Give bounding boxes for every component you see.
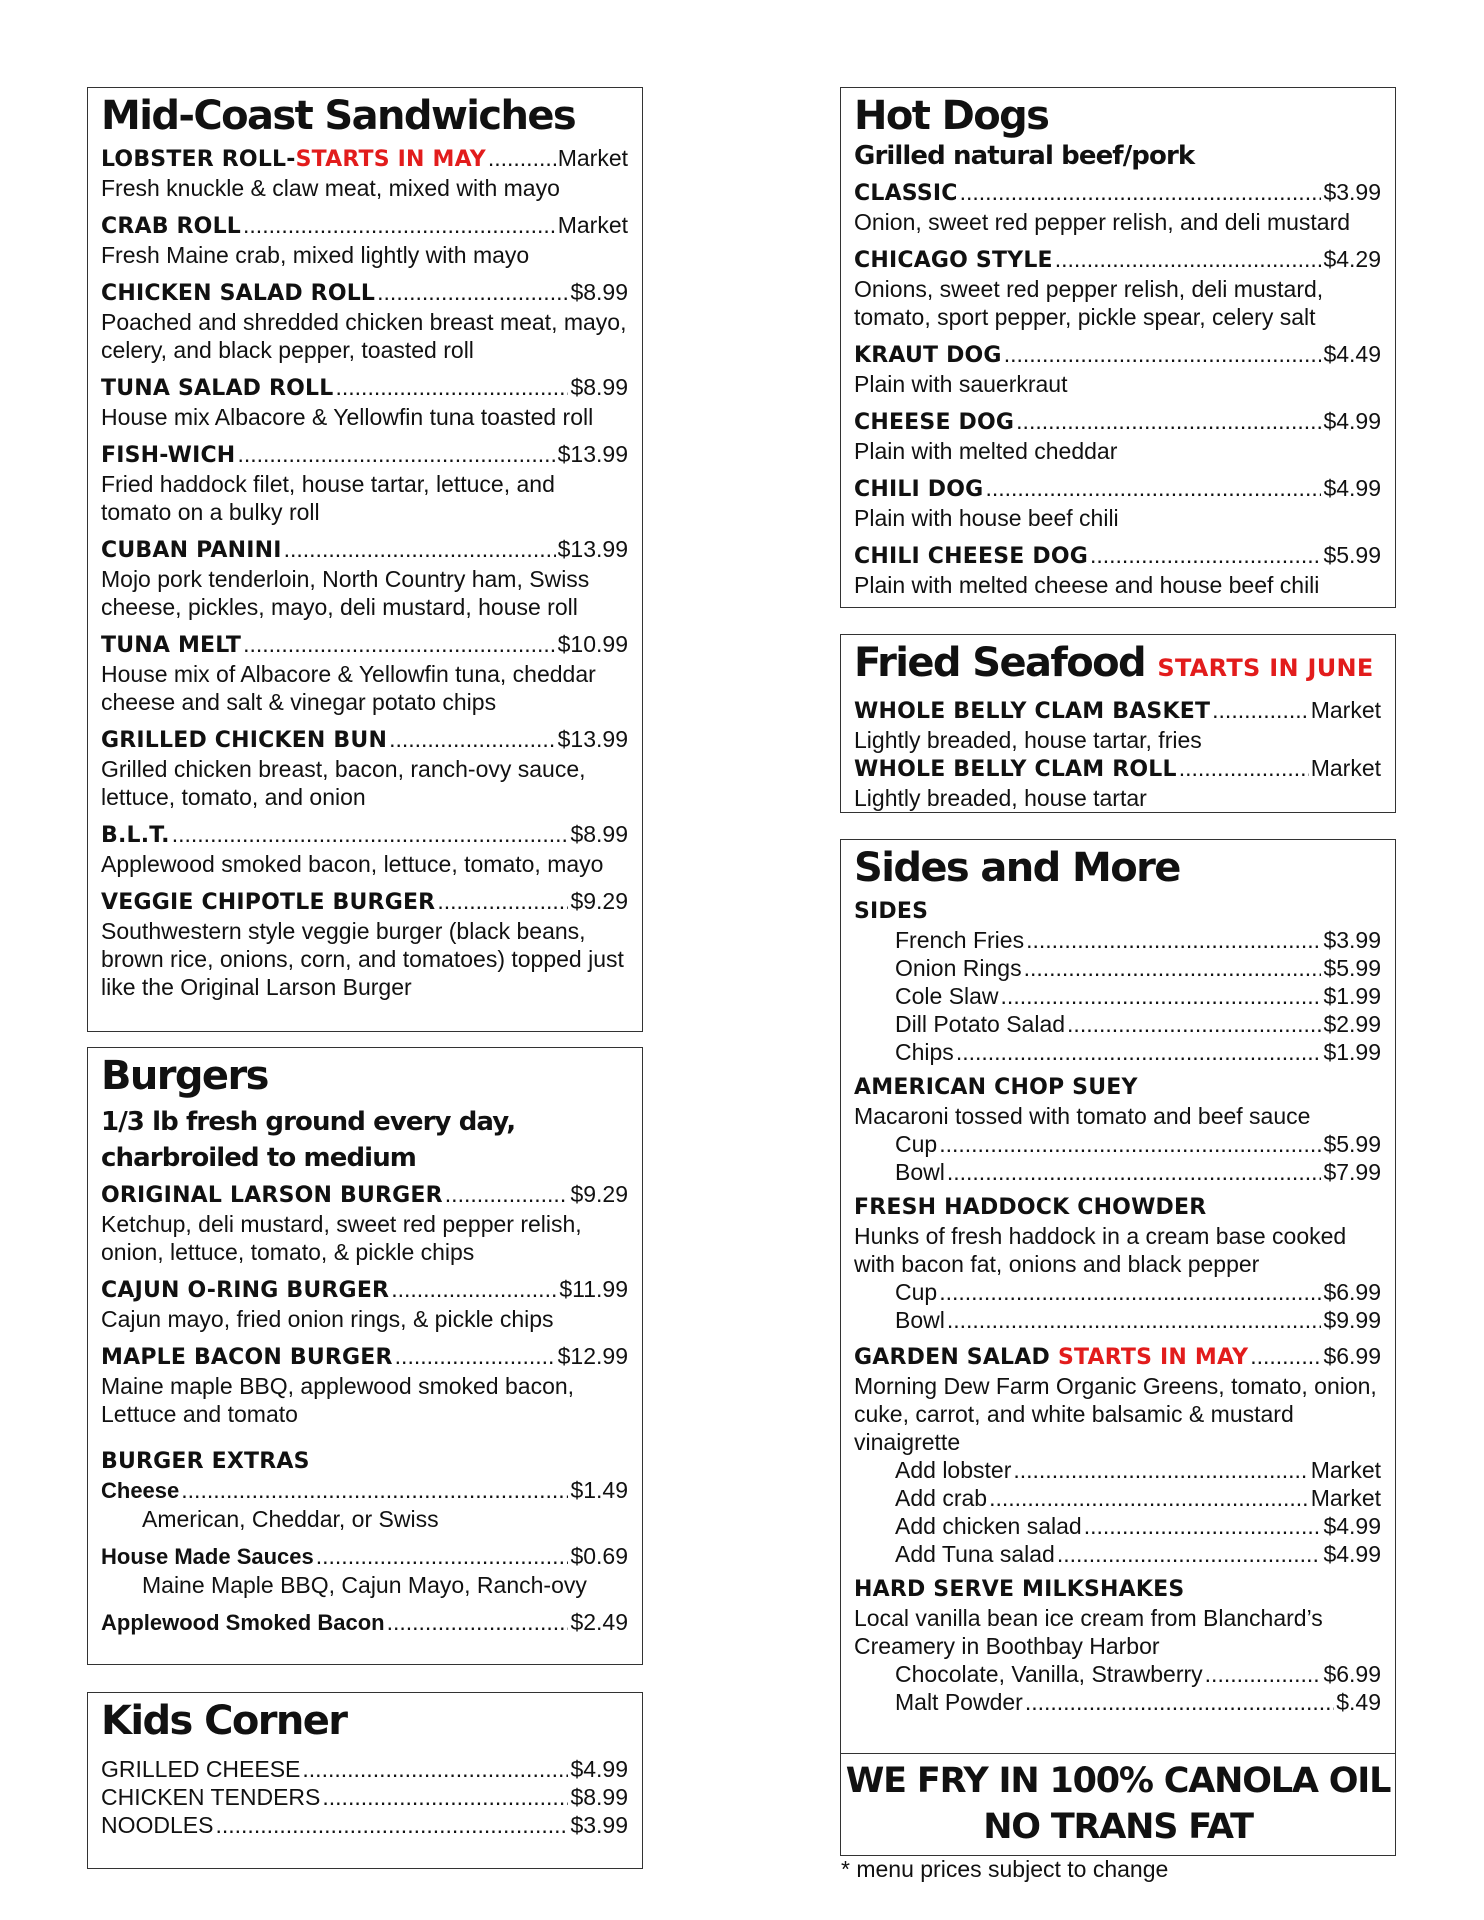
notice-line-2: NO TRANS FAT (983, 1807, 1253, 1847)
salad-addon (895, 1540, 1381, 1568)
menu-item-price: $1.49 (570, 1477, 628, 1503)
menu-item-line (895, 1306, 1381, 1334)
menu-item-name: LOBSTER ROLL- (101, 147, 296, 172)
leader-dots (1013, 1456, 1308, 1484)
menu-item-line (101, 373, 628, 403)
leader-dots (389, 725, 556, 753)
menu-item-line (101, 1275, 628, 1305)
burger-extra-item (101, 1608, 628, 1637)
menu-item-name: FISH-WICH (101, 443, 236, 468)
seafood-title: Fried Seafood (854, 640, 1146, 686)
kids-list (101, 1755, 628, 1839)
sandwich-item (101, 820, 628, 878)
menu-item-desc: Plain with sauerkraut (854, 371, 1068, 397)
leader-dots (391, 1275, 557, 1303)
seafood-list (854, 696, 1381, 812)
menu-item-price: Market (557, 212, 628, 238)
menu-item-name: Cole Slaw (895, 983, 999, 1009)
sandwiches-title: Mid-Coast Sandwiches (101, 93, 576, 139)
leader-dots (1212, 696, 1309, 724)
menu-item-price: Market (1310, 755, 1381, 781)
menu-item-price: $2.99 (1323, 1011, 1381, 1037)
menu-item-name: VEGGIE CHIPOTLE BURGER (101, 890, 436, 915)
menu-item-price: $.49 (1336, 1689, 1381, 1715)
menu-item-line (101, 1542, 628, 1571)
burger-item (101, 1180, 628, 1266)
menu-item-line (854, 340, 1381, 370)
hotdog-list (854, 178, 1381, 599)
menu-item-name: MAPLE BACON BURGER (101, 1345, 393, 1370)
leader-dots (985, 474, 1321, 502)
menu-item-name: ORIGINAL LARSON BURGER (101, 1183, 443, 1208)
chop-suey-list (854, 1130, 1381, 1186)
menu-item-price: $12.99 (557, 1343, 628, 1369)
sides-heading: SIDES (854, 899, 929, 924)
menu-item-name: NOODLES (101, 1812, 214, 1838)
menu-item-name: GRILLED CHICKEN BUN (101, 728, 388, 753)
menu-item-name: CHICAGO STYLE (854, 248, 1053, 273)
menu-item-line (101, 1755, 628, 1783)
menu-item-line (101, 535, 628, 565)
sandwich-item (101, 144, 628, 202)
menu-item-name: CRAB ROLL (101, 214, 242, 239)
sandwich-item (101, 887, 628, 1001)
menu-item-line (101, 1342, 628, 1372)
menu-item-name: TUNA SALAD ROLL (101, 376, 334, 401)
menu-item-desc: Cajun mayo, fried onion rings, & pickle chips (101, 1306, 554, 1332)
menu-item-line (854, 541, 1381, 571)
sides-title: Sides and More (854, 845, 1180, 891)
side-item (895, 1038, 1381, 1066)
hotdog-item (854, 407, 1381, 465)
menu-item-price: $0.69 (570, 1543, 628, 1569)
leader-dots (1055, 245, 1322, 273)
kids-section (87, 1692, 643, 1869)
menu-item-desc: Lightly breaded, house tartar (854, 785, 1147, 811)
leader-dots (989, 1484, 1309, 1512)
leader-dots (284, 535, 556, 563)
menu-item-desc: Maine maple BBQ, applewood smoked bacon, Lettuce and tomato (101, 1373, 575, 1427)
chowder-desc: Hunks of fresh haddock in a cream base cooked with bacon fat, onions and black pepper (854, 1223, 1347, 1277)
menu-item-price: $4.49 (1323, 341, 1381, 367)
menu-item-desc: Ketchup, deli mustard, sweet red pepper relish, onion, lettuce, tomato, & pickle chips (101, 1211, 582, 1265)
salad-addon (895, 1484, 1381, 1512)
menu-item-line (101, 1476, 628, 1505)
garden-salad-price: $6.99 (1323, 1343, 1381, 1369)
seafood-section (840, 634, 1396, 813)
salad-addon (895, 1512, 1381, 1540)
menu-item-price: Market (1310, 1457, 1381, 1483)
menu-item-price: $8.99 (570, 279, 628, 305)
menu-item-desc: American, Cheddar, or Swiss (142, 1506, 439, 1532)
sides-section (840, 839, 1396, 1754)
menu-item-price: $5.99 (1323, 955, 1381, 981)
menu-item-line (895, 1456, 1381, 1484)
menu-item-line (895, 982, 1381, 1010)
leader-dots (939, 1130, 1321, 1158)
menu-item-price: $13.99 (557, 441, 628, 467)
burger-extra-item (101, 1476, 628, 1533)
menu-item-line (101, 630, 628, 660)
menu-item-desc: Poached and shredded chicken breast meat, mayo, celery, and black pepper, toasted roll (101, 309, 627, 363)
side-item (895, 954, 1381, 982)
menu-item-name: KRAUT DOG (854, 343, 1002, 368)
salad-addons-list (854, 1456, 1381, 1568)
menu-item-desc: Fresh Maine crab, mixed lightly with mayo (101, 242, 530, 268)
chop-suey-desc: Macaroni tossed with tomato and beef sauce (854, 1103, 1311, 1129)
leader-dots (1250, 1342, 1321, 1370)
menu-item-desc: House mix of Albacore & Yellowfin tuna, cheddar cheese and salt & vinegar potato chips (101, 661, 596, 715)
chop-suey-heading: AMERICAN CHOP SUEY (854, 1075, 1138, 1100)
seafood-season-flag: STARTS IN JUNE (1157, 654, 1374, 682)
burgers-title: Burgers (101, 1053, 268, 1099)
price-footnote: * menu prices subject to change (841, 1856, 1169, 1882)
menu-item-price: $2.49 (570, 1609, 628, 1635)
sandwich-item (101, 535, 628, 621)
side-item (895, 982, 1381, 1010)
menu-item-price: $1.99 (1323, 1039, 1381, 1065)
menu-item-price: $6.99 (1323, 1279, 1381, 1305)
hotdog-item (854, 245, 1381, 331)
kids-title: Kids Corner (101, 1698, 347, 1744)
burgers-section (87, 1047, 643, 1665)
burgers-subtitle: 1/3 lb fresh ground every day, charbroiled to medium (101, 1107, 516, 1173)
hotdog-item (854, 474, 1381, 532)
leader-dots (1024, 954, 1322, 982)
salad-addon (895, 1456, 1381, 1484)
menu-item-line (895, 1688, 1381, 1716)
leader-dots (215, 1811, 568, 1839)
menu-item-price: $4.99 (570, 1756, 628, 1782)
notice-line-1: WE FRY IN 100% CANOLA OIL (845, 1761, 1391, 1801)
milkshakes-heading: HARD SERVE MILKSHAKES (854, 1577, 1185, 1602)
menu-item-line (895, 1038, 1381, 1066)
burger-item (101, 1275, 628, 1333)
menu-item-name: Chips (895, 1039, 954, 1065)
menu-item-name: CHEESE DOG (854, 410, 1015, 435)
leader-dots (947, 1158, 1322, 1186)
menu-item-price: Market (1310, 697, 1381, 723)
leader-dots (322, 1783, 568, 1811)
menu-item-line (101, 820, 628, 850)
menu-item-line (895, 926, 1381, 954)
chop-suey-size (895, 1158, 1381, 1186)
leader-dots (1004, 340, 1322, 368)
burger-list (101, 1180, 628, 1428)
leader-dots (1016, 407, 1321, 435)
menu-item-line (895, 1130, 1381, 1158)
leader-dots (243, 211, 556, 239)
menu-item-desc: Plain with house beef chili (854, 505, 1119, 531)
menu-item-name: Applewood Smoked Bacon (101, 1610, 385, 1635)
menu-item-price: $10.99 (557, 631, 628, 657)
milkshake-item (895, 1660, 1381, 1688)
menu-item-price: Market (1310, 1485, 1381, 1511)
menu-item-line (895, 1660, 1381, 1688)
menu-item-name: CAJUN O-RING BURGER (101, 1278, 390, 1303)
menu-item-line (101, 144, 628, 174)
leader-dots (172, 820, 569, 848)
leader-dots (960, 178, 1322, 206)
menu-item-name: Dill Potato Salad (895, 1011, 1066, 1037)
sides-list (854, 926, 1381, 1066)
menu-item-line (854, 754, 1381, 784)
leader-dots (947, 1306, 1322, 1334)
menu-item-name: Add chicken salad (895, 1513, 1082, 1539)
menu-item-price: $4.99 (1323, 1513, 1381, 1539)
garden-salad-name: GARDEN SALAD (854, 1345, 1050, 1370)
menu-item-price: $4.99 (1323, 1541, 1381, 1567)
side-item (895, 926, 1381, 954)
milkshake-item (895, 1688, 1381, 1716)
menu-item-price: $8.99 (570, 1784, 628, 1810)
burger-extras-heading: BURGER EXTRAS (101, 1449, 310, 1474)
garden-salad-season-flag: STARTS IN MAY (1057, 1345, 1249, 1370)
menu-item-price: $3.99 (570, 1812, 628, 1838)
leader-dots (488, 144, 556, 172)
menu-item-name: Chocolate, Vanilla, Strawberry (895, 1661, 1203, 1687)
leader-dots (939, 1278, 1321, 1306)
chowder-heading: FRESH HADDOCK CHOWDER (854, 1195, 1207, 1220)
menu-item-line (101, 725, 628, 755)
leader-dots (237, 440, 555, 468)
menu-item-desc: Fried haddock filet, house tartar, lettuce, and tomato on a bulky roll (101, 471, 555, 525)
menu-item-price: Market (557, 145, 628, 171)
hotdog-item (854, 178, 1381, 236)
menu-item-name: TUNA MELT (101, 633, 242, 658)
menu-item-name: CHILI CHEESE DOG (854, 544, 1088, 569)
menu-item-name: Add crab (895, 1485, 988, 1511)
menu-item-line (854, 245, 1381, 275)
menu-item-line (101, 1783, 628, 1811)
side-item (895, 1010, 1381, 1038)
menu-item-line (854, 696, 1381, 726)
menu-item-line (895, 1512, 1381, 1540)
menu-item-name: CLASSIC (854, 181, 958, 206)
menu-item-line (895, 1010, 1381, 1038)
sandwich-item (101, 630, 628, 716)
menu-item-price: $8.99 (570, 374, 628, 400)
menu-item-price: $9.99 (1323, 1307, 1381, 1333)
leader-dots (377, 278, 568, 306)
leader-dots (243, 630, 556, 658)
menu-item-name: WHOLE BELLY CLAM ROLL (854, 757, 1177, 782)
menu-item-name: CHICKEN TENDERS (101, 1784, 321, 1810)
menu-item-line (101, 440, 628, 470)
menu-item-name: WHOLE BELLY CLAM BASKET (854, 699, 1211, 724)
menu-item-name: Onion Rings (895, 955, 1022, 981)
menu-item-name: French Fries (895, 927, 1025, 953)
menu-item-name: Cheese (101, 1478, 180, 1503)
menu-item-line (895, 1540, 1381, 1568)
menu-item-price: $9.29 (570, 1181, 628, 1207)
leader-dots (336, 373, 569, 401)
garden-salad-desc: Morning Dew Farm Organic Greens, tomato, onion, cuke, carrot, and white balsamic & mustard vinaigrette (854, 1373, 1377, 1455)
menu-item-desc: Onions, sweet red pepper relish, deli mustard, tomato, sport pepper, pickle spear, celery salt (854, 276, 1324, 330)
menu-item-price: $3.99 (1323, 179, 1381, 205)
sandwiches-section (87, 87, 643, 1032)
leader-dots (1090, 541, 1321, 569)
leader-dots (1057, 1540, 1322, 1568)
menu-item-name: Cup (895, 1279, 938, 1305)
menu-item-price: $9.29 (570, 888, 628, 914)
menu-item-line (101, 1811, 628, 1839)
menu-item-desc: Onion, sweet red pepper relish, and deli mustard (854, 209, 1351, 235)
menu-item-price: $1.99 (1323, 983, 1381, 1009)
menu-item-price: $6.99 (1323, 1661, 1381, 1687)
leader-dots (316, 1542, 569, 1570)
menu-item-line (854, 407, 1381, 437)
menu-item-desc: Plain with melted cheese and house beef chili (854, 572, 1320, 598)
burger-extras-list (101, 1476, 628, 1637)
menu-item-price: $4.99 (1323, 475, 1381, 501)
leader-dots (1084, 1512, 1322, 1540)
kids-item (101, 1755, 628, 1783)
chowder-size (895, 1278, 1381, 1306)
sandwich-item (101, 211, 628, 269)
canola-oil-notice (840, 1753, 1396, 1856)
menu-item-season-flag: STARTS IN MAY (295, 147, 486, 172)
hotdogs-subtitle: Grilled natural beef/pork (854, 141, 1195, 171)
hotdog-item (854, 541, 1381, 599)
menu-item-name: B.L.T. (101, 823, 170, 848)
menu-item-price: $5.99 (1323, 542, 1381, 568)
chop-suey-size (895, 1130, 1381, 1158)
sandwich-item (101, 278, 628, 364)
leader-dots (387, 1608, 569, 1636)
seafood-item (854, 754, 1381, 812)
menu-item-line (101, 1180, 628, 1210)
milkshakes-desc: Local vanilla bean ice cream from Blanchard’s Creamery in Boothbay Harbor (854, 1605, 1323, 1659)
menu-item-desc: Applewood smoked bacon, lettuce, tomato, mayo (101, 851, 604, 877)
menu-item-desc: Lightly breaded, house tartar, fries (854, 727, 1202, 753)
leader-dots (1025, 1688, 1334, 1716)
milkshakes-list (854, 1660, 1381, 1716)
menu-item-name: CHILI DOG (854, 477, 984, 502)
menu-item-name: Malt Powder (895, 1689, 1023, 1715)
leader-dots (1179, 754, 1309, 782)
menu-item-line (101, 211, 628, 241)
menu-item-name: Bowl (895, 1159, 945, 1185)
seafood-item (854, 696, 1381, 754)
menu-item-desc: Maine Maple BBQ, Cajun Mayo, Ranch-ovy (142, 1572, 587, 1598)
menu-item-desc: Grilled chicken breast, bacon, ranch-ovy sauce, lettuce, tomato, and onion (101, 756, 586, 810)
sandwich-item (101, 725, 628, 811)
leader-dots (437, 887, 568, 915)
menu-item-price: $4.99 (1323, 408, 1381, 434)
menu-item-price: $4.29 (1323, 246, 1381, 272)
sandwich-item (101, 373, 628, 431)
menu-item-name: GRILLED CHEESE (101, 1756, 301, 1782)
menu-item-price: $3.99 (1323, 927, 1381, 953)
leader-dots (302, 1755, 568, 1783)
leader-dots (395, 1342, 556, 1370)
menu-item-desc: Plain with melted cheddar (854, 438, 1118, 464)
menu-item-desc: Mojo pork tenderloin, North Country ham, Swiss cheese, pickles, mayo, deli mustard, house roll (101, 566, 590, 620)
leader-dots (1001, 982, 1322, 1010)
menu-item-name: House Made Sauces (101, 1544, 314, 1569)
menu-item-name: Bowl (895, 1307, 945, 1333)
menu-item-price: $11.99 (559, 1276, 628, 1302)
menu-item-line (101, 278, 628, 308)
menu-item-name: CUBAN PANINI (101, 538, 282, 563)
burger-extra-item (101, 1542, 628, 1599)
menu-item-desc: Fresh knuckle & claw meat, mixed with mayo (101, 175, 560, 201)
menu-item-line (854, 474, 1381, 504)
seafood-title-row (854, 641, 1381, 690)
menu-item-price: $13.99 (557, 536, 628, 562)
menu-item-name: Add Tuna salad (895, 1541, 1055, 1567)
menu-item-line (895, 1484, 1381, 1512)
menu-item-line (895, 1158, 1381, 1186)
hotdog-item (854, 340, 1381, 398)
menu-item-price: $8.99 (570, 821, 628, 847)
sandwich-list (101, 144, 628, 1001)
leader-dots (1067, 1010, 1321, 1038)
menu-item-line (895, 1278, 1381, 1306)
hotdogs-section (840, 87, 1396, 608)
menu-item-desc: Southwestern style veggie burger (black beans, brown rice, onions, corn, and tomatoes) topped just like the Original Larson Burger (101, 918, 624, 1000)
menu-item-name: Cup (895, 1131, 938, 1157)
leader-dots (181, 1476, 568, 1504)
garden-salad-line (854, 1342, 1381, 1372)
leader-dots (445, 1180, 569, 1208)
menu-item-price: $7.99 (1323, 1159, 1381, 1185)
leader-dots (1026, 926, 1321, 954)
sandwich-item (101, 440, 628, 526)
menu-item-price: $5.99 (1323, 1131, 1381, 1157)
kids-item (101, 1783, 628, 1811)
menu-item-line (895, 954, 1381, 982)
menu-item-name: CHICKEN SALAD ROLL (101, 281, 376, 306)
kids-item (101, 1811, 628, 1839)
leader-dots (1205, 1660, 1322, 1688)
menu-item-line (101, 887, 628, 917)
leader-dots (956, 1038, 1322, 1066)
hotdogs-title: Hot Dogs (854, 93, 1049, 139)
chowder-list (854, 1278, 1381, 1334)
menu-item-line (101, 1608, 628, 1637)
chowder-size (895, 1306, 1381, 1334)
menu-item-name: Add lobster (895, 1457, 1012, 1483)
menu-item-line (854, 178, 1381, 208)
menu-item-desc: House mix Albacore & Yellowfin tuna toasted roll (101, 404, 594, 430)
burger-item (101, 1342, 628, 1428)
menu-item-price: $13.99 (557, 726, 628, 752)
